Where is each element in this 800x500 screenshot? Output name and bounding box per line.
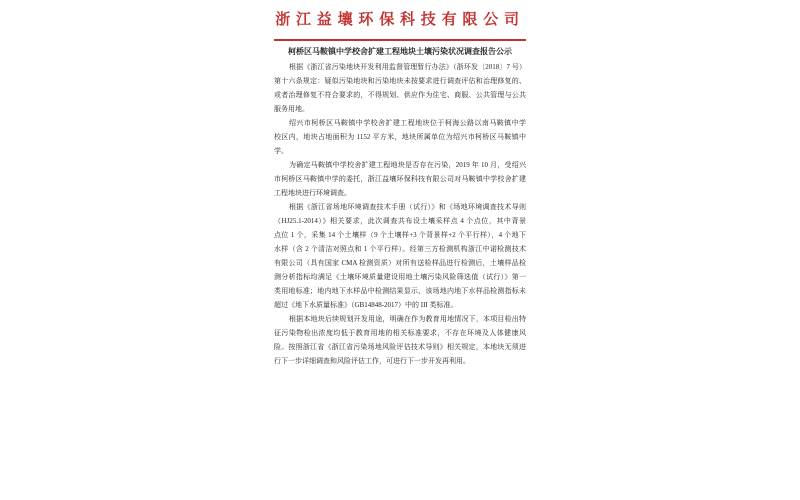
report-title: 柯桥区马鞍镇中学校舍扩建工程地块土壤污染状况调查报告公示 <box>288 47 512 56</box>
paragraph <box>274 312 526 368</box>
text-line: 有限公司（具有国家 CMA 检测资质）对所有送检样品进行检测后，土壤样品检 <box>274 259 526 267</box>
text-line: 超过《地下水质量标准》（GB14848-2017）中的 III 类标准。 <box>274 301 458 309</box>
text-line: 或者治理修复不符合要求的，不得规划、供应作为住宅、商服、公共管理与公共 <box>274 91 526 99</box>
company-name: 浙江益壤环保科技有限公司 <box>275 12 525 28</box>
paragraph <box>274 158 526 200</box>
text-line: 根据《浙江省污染地块开发利用监督管理暂行办法》（浙环发〔2018〕7 号） <box>289 63 526 71</box>
text-line: 市柯桥区马鞍镇中学的委托，浙江益壤环保科技有限公司对马鞍镇中学校舍扩建 <box>274 175 526 183</box>
text-line: 学。 <box>274 147 288 155</box>
paragraph <box>274 200 526 312</box>
report-document <box>274 11 526 368</box>
text-line: 校区内，地块占地面积为 1152 平方米，地块所属单位为绍兴市柯桥区马鞍镇中 <box>274 133 526 141</box>
report-body <box>274 60 526 368</box>
paragraph <box>274 116 526 158</box>
text-line: 根据本地块后续规划开发用途，明确在作为教育用地情况下，本项目检出特 <box>289 315 526 323</box>
text-line: 为确定马鞍镇中学校舍扩建工程地块是否存在污染，2019 年 10 月，受绍兴 <box>289 161 526 169</box>
text-line: 行下一步详细调查和风险评估工作，可进行下一步开发再利用。 <box>274 357 470 365</box>
text-line: 征污染物检出浓度均低于教育用地的相关标准要求，不存在环境及人体健康风 <box>274 329 526 337</box>
text-line: 水样（含 2 个清洁对照点和 1 个平行样）。经第三方检测机构浙江中诺检测技术 <box>274 245 526 253</box>
text-line: 绍兴市柯桥区马鞍镇中学校舍扩建工程地块位于柯海公路以南马鞍镇中学 <box>289 119 526 127</box>
text-line: （HJ25.1-2014）》相关要求，此次调查共布设土壤采样点 4 个点位，其中背景 <box>274 217 526 225</box>
text-line: 第十六条规定：疑似污染地块和污染地块未按要求进行调查评估和治理修复的、 <box>274 77 526 85</box>
text-line: 类用地标准；地内地下水样品中检测结果显示，该场地内地下水样品检测指标未 <box>274 287 526 295</box>
title-divider <box>274 39 526 41</box>
text-line: 点位 1 个，采集 14 个土壤样（9 个土壤样+3 个背景样+2 个平行样），4 个地下 <box>274 231 526 239</box>
text-line: 根据《浙江省场地环境调查技术手册（试行）》和《场地环境调查技术导则 <box>289 203 526 211</box>
paragraph <box>274 60 526 116</box>
text-line: 险。按照浙江省《浙江省污染场地风险评估技术导则》相关规定，本地块无须进 <box>274 343 526 351</box>
text-line: 工程地块进行环境调查。 <box>274 189 351 197</box>
text-line: 测分析指标均满足《土壤环境质量建设用地土壤污染风险筛选值（试行）》第一 <box>274 273 526 281</box>
text-line: 服务用地。 <box>274 105 309 113</box>
